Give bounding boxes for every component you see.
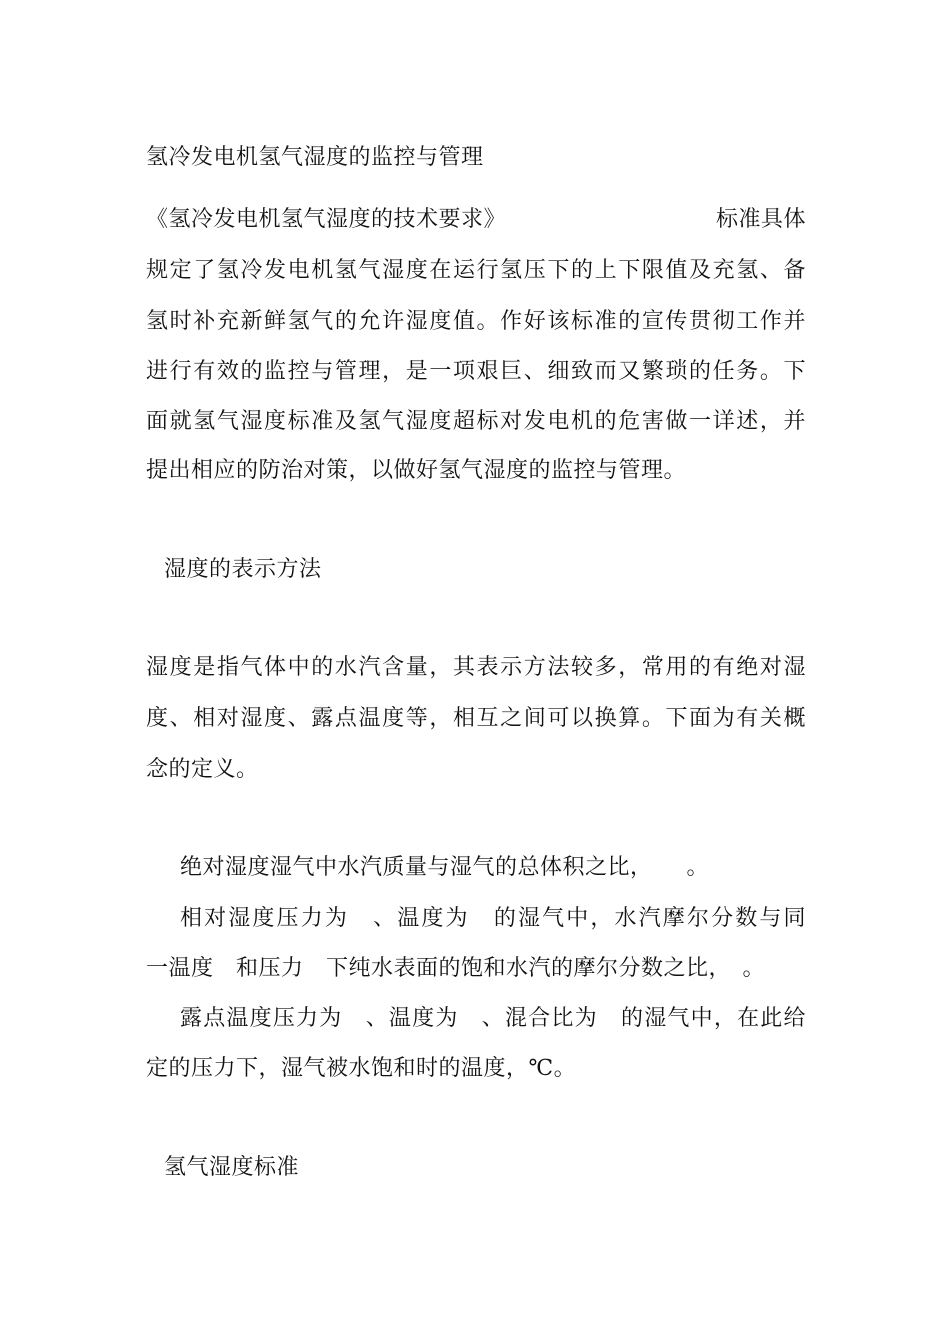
standard-name: 《氢冷发电机氢气湿度的技术要求》 [146, 207, 507, 232]
intro-line: 氢时补充新鲜氢气的允许湿度值。作好该标准的宣传贯彻工作并 [146, 309, 806, 334]
intro-line: 面就氢气湿度标准及氢气湿度超标对发电机的危害做一详述，并 [146, 409, 806, 434]
document-title: 氢冷发电机氢气湿度的监控与管理 [146, 145, 484, 170]
definition-relative-humidity-cont: 一温度 和压力 下纯水表面的饱和水汽的摩尔分数之比， 。 [146, 956, 766, 981]
section-heading-hydrogen-humidity-standard: 氢气湿度标准 [164, 1155, 300, 1180]
section-heading-humidity-representation: 湿度的表示方法 [164, 557, 322, 582]
paragraph-line: 念的定义。 [146, 757, 259, 782]
paragraph-line: 湿度是指气体中的水汽含量，其表示方法较多，常用的有绝对湿 [146, 655, 806, 680]
intro-first-line [146, 205, 806, 235]
standard-tail: 标准具体 [715, 207, 806, 232]
intro-line: 提出相应的防治对策，以做好氢气湿度的监控与管理。 [146, 458, 687, 483]
intro-line: 进行有效的监控与管理，是一项艰巨、细致而又繁琐的任务。下 [146, 359, 806, 384]
paragraph-line: 度、相对湿度、露点温度等，相互之间可以换算。下面为有关概 [146, 706, 806, 731]
intro-line: 规定了氢冷发电机氢气湿度在运行氢压下的上下限值及充氢、备 [146, 258, 806, 283]
definition-dew-point: 露点温度压力为 、温度为 、混合比为 的湿气中，在此给 [180, 1006, 806, 1031]
definition-absolute-humidity: 绝对湿度湿气中水汽质量与湿气的总体积之比， 。 [180, 855, 710, 880]
definition-relative-humidity: 相对湿度压力为 、温度为 的湿气中，水汽摩尔分数与同 [180, 906, 806, 931]
definition-dew-point-cont: 定的压力下，湿气被水饱和时的温度，℃。 [146, 1056, 577, 1081]
